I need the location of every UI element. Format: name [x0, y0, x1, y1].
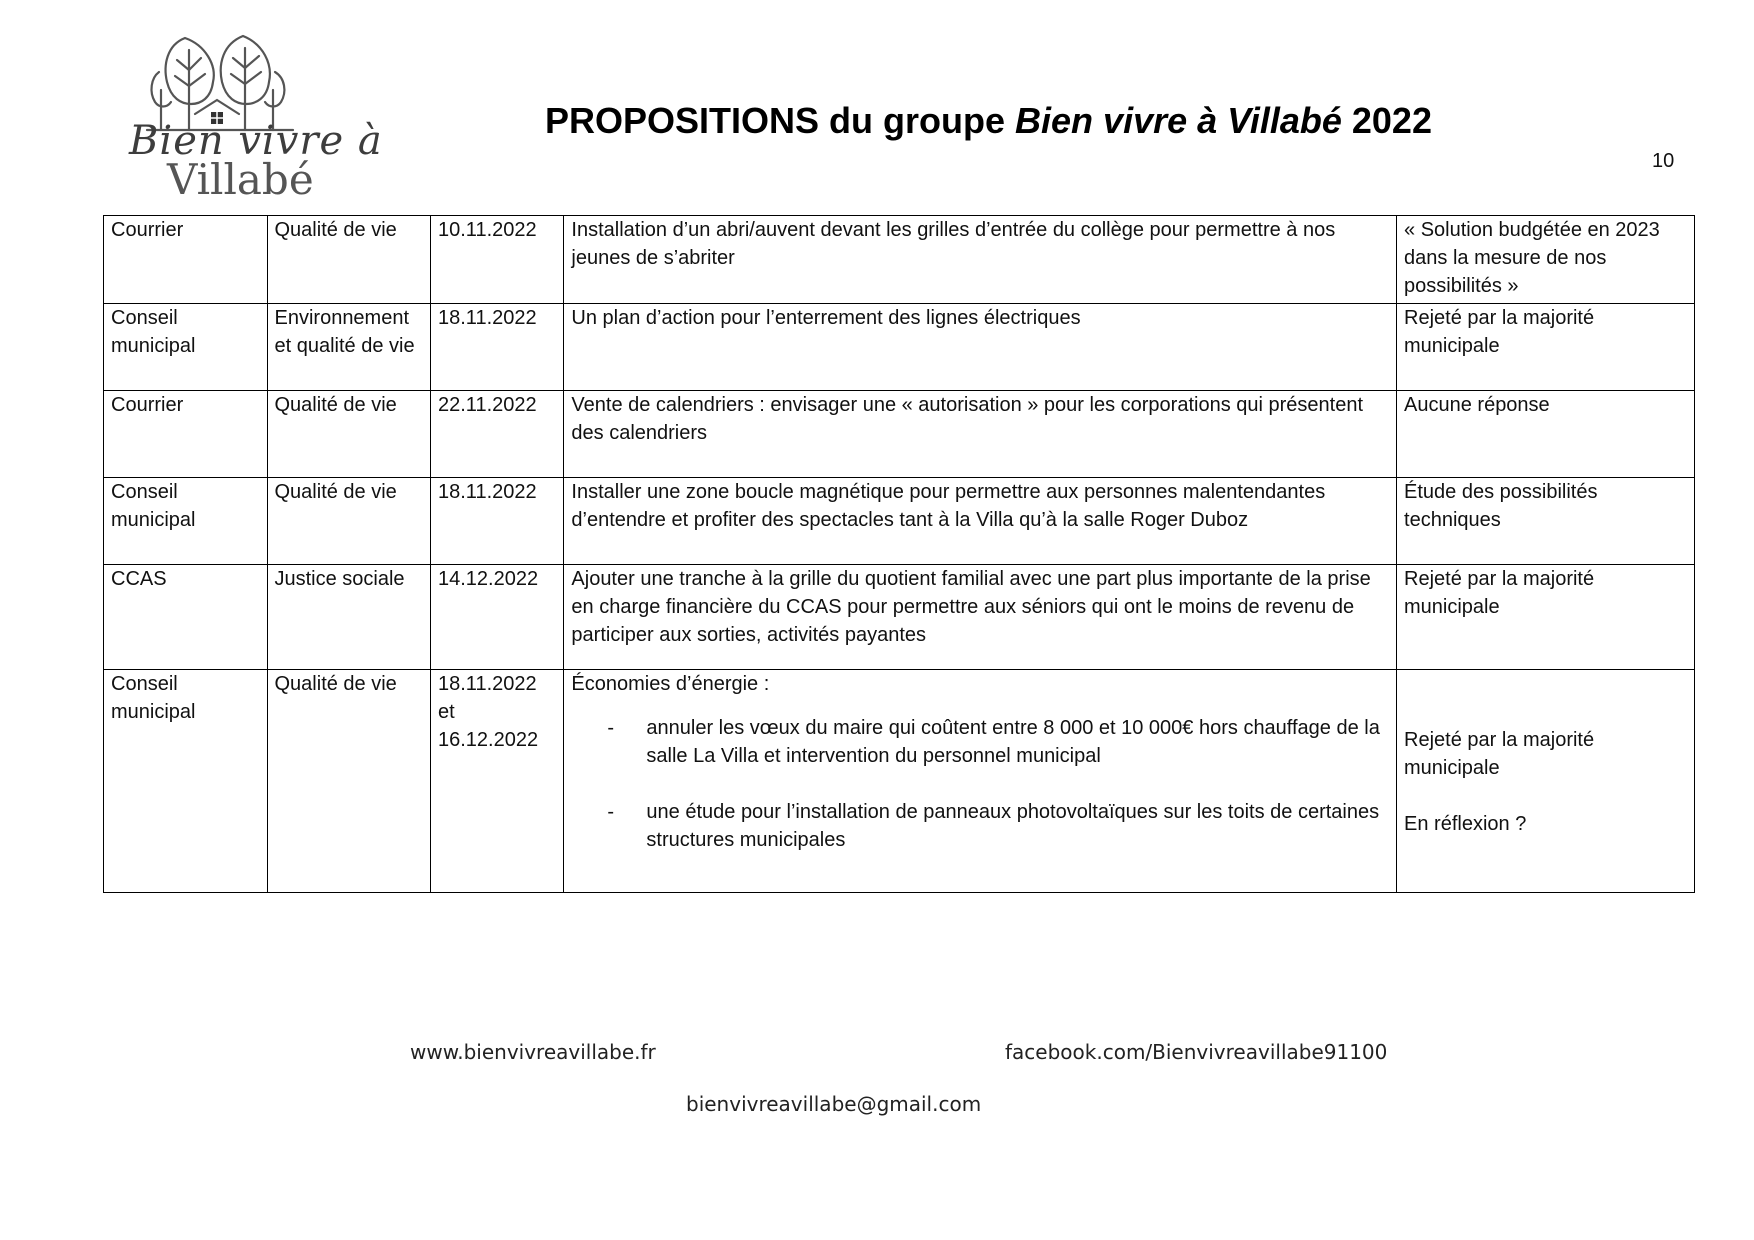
title-suffix: 2022	[1341, 100, 1432, 141]
page-title	[545, 100, 1432, 142]
proposal-cell: Ajouter une tranche à la grille du quotient familial avec une part plus importante de la prise en charge financière du CCAS pour permettre aux séniors qui ont le moins de revenu de participer aux sorties, activités payantes	[564, 565, 1397, 670]
table-row	[104, 391, 1695, 478]
proposal-cell: Vente de calendriers : envisager une « autorisation » pour les corporations qui présentent des calendriers	[564, 391, 1397, 478]
table-row	[104, 304, 1695, 391]
date-second: 16.12.2022	[438, 729, 539, 751]
proposal-bullet-list	[571, 714, 1390, 854]
response-cell: « Solution budgétée en 2023 dans la mesure de nos possibilités »	[1397, 216, 1695, 304]
title-emphasis: Bien vivre à Villabé	[1015, 100, 1342, 141]
source-cell: Courrier	[104, 391, 268, 478]
theme-cell: Environnement et qualité de vie	[267, 304, 431, 391]
response-text: Rejeté par la majorité municipale	[1404, 729, 1595, 779]
proposal-cell	[564, 670, 1397, 893]
theme-cell: Qualité de vie	[267, 478, 431, 565]
proposal-bullet: - une étude pour l’installation de panneaux photovoltaïques sur les toits de certaines structures municipales	[571, 798, 1390, 854]
proposal-cell: Installer une zone boucle magnétique pour permettre aux personnes malentendantes d’entendre et profiter des spectacles tant à la Villa qu’à la salle Roger Duboz	[564, 478, 1397, 565]
title-prefix: PROPOSITIONS du groupe	[545, 100, 1016, 141]
date-cell: 22.11.2022	[431, 391, 564, 478]
table-row	[104, 216, 1695, 304]
date-cell: 18.11.2022	[431, 478, 564, 565]
logo	[125, 30, 383, 205]
table-row	[104, 478, 1695, 565]
date-cell: 10.11.2022	[431, 216, 564, 304]
response-cell: Étude des possibilités techniques	[1397, 478, 1695, 565]
table-row	[104, 565, 1695, 670]
theme-cell: Qualité de vie	[267, 216, 431, 304]
response-cell: Rejeté par la majorité municipale	[1397, 565, 1695, 670]
date-cell	[431, 670, 564, 893]
proposal-heading: Économies d’énergie :	[571, 673, 770, 695]
theme-cell: Qualité de vie	[267, 670, 431, 893]
footer-facebook[interactable]: facebook.com/Bienvivreavillabe91100	[1005, 1040, 1388, 1064]
response-cell: Rejeté par la majorité municipale	[1397, 304, 1695, 391]
proposal-bullet: - annuler les vœux du maire qui coûtent entre 8 000 et 10 000€ hors chauffage de la salle La Villa et intervention du personnel municipal	[571, 714, 1390, 770]
logo-text-line1: Bien vivre à	[129, 118, 383, 164]
response-cell: Aucune réponse	[1397, 391, 1695, 478]
response-cell	[1397, 670, 1695, 893]
footer-email[interactable]: bienvivreavillabe@gmail.com	[686, 1092, 982, 1116]
theme-cell: Justice sociale	[267, 565, 431, 670]
footer-website[interactable]: www.bienvivreavillabe.fr	[410, 1040, 656, 1064]
theme-cell: Qualité de vie	[267, 391, 431, 478]
source-cell: Conseil municipal	[104, 304, 268, 391]
response-text-secondary: En réflexion ?	[1404, 813, 1527, 835]
date-conjunction: et	[438, 701, 455, 723]
date-cell: 18.11.2022	[431, 304, 564, 391]
table-row	[104, 670, 1695, 893]
proposal-cell: Un plan d’action pour l’enterrement des lignes électriques	[564, 304, 1397, 391]
source-cell: Conseil municipal	[104, 670, 268, 893]
source-cell: Conseil municipal	[104, 478, 268, 565]
page-number: 10	[1652, 150, 1675, 172]
date-first: 18.11.2022	[438, 673, 537, 695]
date-cell: 14.12.2022	[431, 565, 564, 670]
source-cell: CCAS	[104, 565, 268, 670]
logo-text-line2: Villabé	[167, 155, 314, 204]
propositions-table	[103, 215, 1695, 893]
source-cell: Courrier	[104, 216, 268, 304]
proposal-cell: Installation d’un abri/auvent devant les grilles d’entrée du collège pour permettre à nos jeunes de s’abriter	[564, 216, 1397, 304]
